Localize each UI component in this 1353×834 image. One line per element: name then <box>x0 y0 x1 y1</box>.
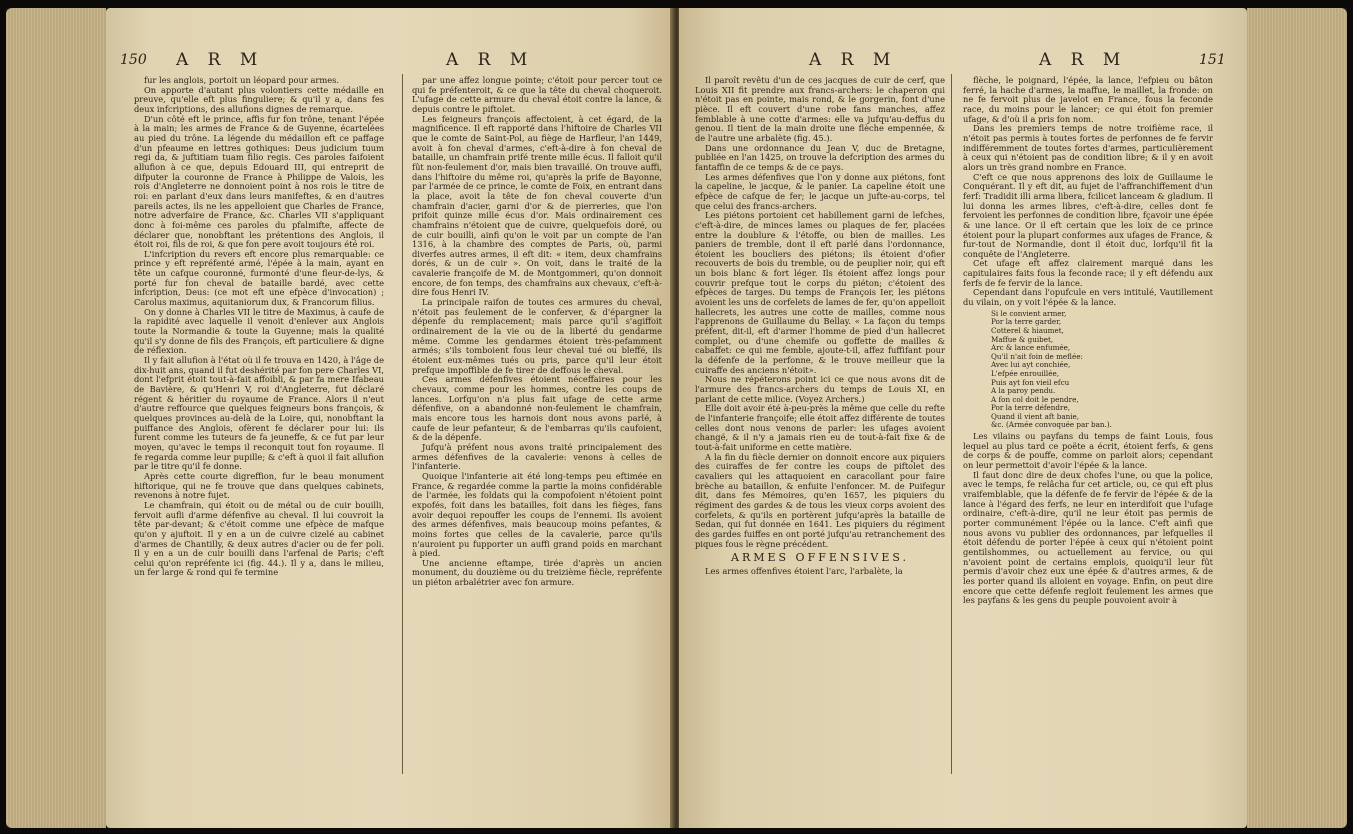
paragraph: Cet ufage eft affez clairement marqué dans les capitulaires faits fous la feconde race; il y eft défendu aux ferfs de fe fervir de la lance. <box>963 258 1213 288</box>
paragraph: Après cette courte digreffion, fur le beau monument hiftorique, qui ne fe trouve que dans quelques cabinets, revenons à notre fujet. <box>134 470 384 501</box>
running-head-right-b: A R M <box>1039 50 1128 70</box>
paragraph: Les armes défenfives que l'on y donne aux piétons, font la capeline, le jacque, & le panier. La capeline étoit une efpèce de cafque de fer; le jacque un jufte-au-corps, tel que celui des francs-archers. <box>695 171 945 211</box>
paragraph: Ces armes défenfives étoient néceffaires pour les chevaux, comme pour les hommes, contre les coups de lances. Lorfqu'on n'a plus fait ufage de cette arme défenfive, on a abandonné non-feulement le chamfrain, mais encore tous les harnois dont nous avons parlé, à caufe de leur pefanteur, & de l'embarras qu'ils caufoient, & de la dépenfe. <box>412 374 662 443</box>
paragraph: Il y fait allufion à l'état où il fe trouva en 1420, à l'âge de dix-huit ans, quand il fut deshérité par fon pere Charles VI, dont l'efprit étoit tout-à-fait affoibli, & par fa mere Ifabeau de Bavière, & qu'Henri V, roi d'Angleterre, fut déclaré régent & héritier du royaume de France. Alors il n'eut d'autre reffource que quelques feigneurs bons françois, & quelques provinces au-delà de la Loire, qui, nonobftant la puiffance des Anglois, ofèrent fe déclarer pour lui: ils furent comme les tuteurs de fa jeuneffe, & ce fut par leur moyen, qu'avec le temps il reconquit tout fon royaume. Il fe regarda comme leur pupille; & c'eft à quoi il fait allufion par le titre qu'il fe donne. <box>134 355 384 472</box>
paragraph: Elle doit avoir été à-peu-près la même que celle du refte de l'infanterie françoife; elle étoit affez différente de toutes celles dont nous venons de parler: les ufages avoient changé, & il n'y a jamais rien eu de tout-à-fait fixe & de tout-à-fait uniforme en cette matière. <box>695 403 945 452</box>
paragraph: Nous ne répéterons point ici ce que nous avons dit de l'armure des francs-archers du temps de Louis XI, en parlant de cette milice. (Voyez Archers.) <box>695 374 945 404</box>
verse-block <box>991 310 1213 430</box>
running-head-left-b: A R M <box>446 50 535 70</box>
paragraph: Une ancienne eftampe, tirée d'après un ancien monument, du douzième ou du treizième fiècle, repréfente un piéton arbalétrier avec fon armure. <box>412 557 662 588</box>
paragraph: On apporte d'autant plus volontiers cette médaille en preuve, qu'elle eft plus finguliere; & qu'il y a, dans fes deux infcriptions, des allufions dignes de remarque. <box>134 84 384 114</box>
verse-line: Quand il vient aft banie, <box>991 411 1080 421</box>
paragraph: Il paroît revêtu d'un de ces jacques de cuir de cerf, que Louis XII fit prendre aux francs-archers: le chaperon qui n'étoit pas en pointe, mais rond, & le gorgerin, font d'une pièce. Il eft couvert d'une robe fans manches, affez femblable à une cotte d'armes: elle va jufqu'au-deffus du genou. Il tient de la main droite une flèche empennée, & de l'autre une arbalète (fig. 45.). <box>695 75 945 143</box>
left-column-2 <box>412 76 662 588</box>
paragraph: Les feigneurs françois affectoient, à cet égard, de la magnificence. Il eft rapporté dans l'hiftoire de Charles VII que le comte de Saint-Pol, au fiège de Harfleur, l'an 1449, avoit à fon cheval d'armes, c'eft-à-dire à fon cheval de bataille, un chamfrain prifé trente mille écus. Il falloit qu'il fût non-feulement d'or, mais bien travaillé. On trouve auffi, dans l'hiftoire du même roi, qu'après la prife de Bayonne, par l'armée de ce prince, le comte de Foix, en entrant dans la place, avoit la tête de fon cheval couverte d'un chamfrain d'acier, garni d'or & de pierreries, que l'on prifoit quinze mille écus d'or. Mais ordinairement ces chamfrains n'étoient que de cuivre, quelquefois doré, ou de cuir bouilli, ainfi qu'on le voit par un compte de l'an 1316, à la chambre des comptes de Paris, où, parmi diverfes autres armes, il eft dit: « item, deux chamfrains dorés, & un de cuir ». On voit, dans le traité de la cavalerie françoife de M. de Montgommeri, qu'on donnoit encore, de fon temps, des chamfrains aux chevaux, c'eft-à-dire fous Henri IV. <box>412 113 662 298</box>
verse-line: Qu'il n'ait foin de meflée: <box>991 351 1083 361</box>
right-column-1 <box>695 76 945 576</box>
book-spread <box>6 8 1347 828</box>
paragraph: Il faut donc dire de deux chofes l'une, ou que la police, avec le temps, fe relâcha fur cet article, ou, ce qui eft plus vraifemblable, que la défenfe de fe fervir de l'épée & de la lance à l'égard des ferfs, ne leur en interdifoit que l'ufage ordinaire, c'eft-à-dire, qu'il ne leur étoit pas permis de porter communément l'épée ou la lance. C'eft ainfi que nous avons vu publier des ordonnances, par lefquelles il étoit défendu de porter l'épée à ceux qui n'étoient point gentilshommes, ou actuellement au fervice, ou qui n'avoient point de certains emplois, quoiqu'il leur fût permis d'avoir chez eux une épée & d'autres armes, & de les porter quand ils alloient en voyage. Enfin, on peut dire encore que cette défenfe regloit feulement les armes que les payfans & les gens du peuple pouvoient avoir à <box>963 469 1213 606</box>
verse-line: Arc & lance enfumée, <box>991 343 1071 353</box>
verse-line: Maffue & guibet, <box>991 334 1054 344</box>
paragraph: A la fin du fiècle dernier on donnoit encore aux piquiers des cuiraffes de fer contre les coups de piftolet des cavaliers qui les attaquoient en caracollant pour faire brèche au bataillon, & enfuite l'enfoncer. M. de Puifegur dit, dans fes Mémoires, qu'en 1657, les piquiers du régiment des gardes & de tous les vieux corps avoient des corfelets, & qu'ils en portèrent jufqu'après la bataille de Sedan, qui fut donnée en 1641. Les piquiers du régiment des gardes fuiffes en ont porté jufqu'au retranchement des piques fous le règne précédent. <box>695 451 945 549</box>
paragraph: On y donne à Charles VII le titre de Maximus, à caufe de la rapidité avec laquelle il venoit d'enlever aux Anglois toute la Normandie & toute la Guyenne; mais la qualité qu'il s'y donne de fils des François, eft particuliere & digne de réflexion. <box>134 306 384 356</box>
paragraph: Dans une ordonnance du Jean V, duc de Bretagne, publiée en l'an 1425, on trouve la defcription des armes du fantaffin de ce temps & de ce pays. <box>695 142 945 172</box>
right-column-2 <box>963 76 1213 606</box>
page-edges-left <box>6 8 106 828</box>
verse-line: Por la terre garder, <box>991 317 1062 327</box>
verse-line: &c. (Armée convoquée par ban.). <box>991 420 1112 430</box>
paragraph: Les vilains ou payfans du temps de faint Louis, fous lequel au plus tard ce poëte a écrit, étoient ferfs, & gens de corps & de pouffe, comme on parloit alors; cependant on leur permettoit d'avoir l'épée & la lance. <box>963 431 1213 471</box>
paragraph: C'eft ce que nous apprenons des loix de Guillaume le Conquérant. Il y eft dit, au fujet de l'affranchiffement d'un ferf: Tradidit illi arma libera, fcilicet lanceam & gladium. Il lui donna les armes libres, c'eft-à-dire, celles dont fe fervoient les perfonnes de condition libre, fçavoir une épée & une lance. Or il eft certain que les loix de ce prince étoient pour la plupart conformes aux ufages de France, & fur-tout de Normandie, dont il étoit duc, lorfqu'il fit la conquête de l'Angleterre. <box>963 171 1213 259</box>
right-page <box>679 8 1247 828</box>
paragraph: par une affez longue pointe; c'étoit pour percer tout ce qui fe préfenteroit, & ce que la tête du cheval choqueroit. L'ufage de cette armure du cheval étoit contre la lance, & depuis contre le piftolet. <box>412 75 662 114</box>
section-heading: ARMES OFFENSIVES. <box>731 551 909 565</box>
paragraph: Cependant dans l'opufcule en vers intitulé, Vautillement du vilain, on y voit l'épée & la lance. <box>963 287 1213 308</box>
verse-line: Por la terre défendre, <box>991 403 1070 413</box>
running-head-right-a: A R M <box>809 50 898 70</box>
verse-line: Cotterel & hiaumet, <box>991 325 1064 335</box>
running-head-left-a: A R M <box>176 50 265 70</box>
paragraph: La principale raifon de toutes ces armures du cheval, n'étoit pas feulement de le conferver, & d'épargner la dépenfe du remplacement; mais parce qu'il s'agiffoit ordinairement de la vie ou de la liberté du gendarme même. Comme les gendarmes étoient très-pefamment armés; s'ils tomboient fous leur cheval tué ou bleffé, ils étoient eux-mêmes tués ou pris, parce qu'il leur étoit prefque impoffible de fe tirer de deffous le cheval. <box>412 297 662 375</box>
verse-line: L'efpée enrouillée, <box>991 368 1060 378</box>
page-number-right: 151 <box>1199 52 1226 68</box>
verse-line: Avec lui ayt conchiée, <box>991 360 1071 370</box>
paragraph: Les piétons portoient cet habillement garni de lefches, c'eft-à-dire, de minces lames ou plaques de fer, placées entre la doublure & l'étoffe, ou bien de mailles. Les paniers de tremble, dont il eft parlé dans l'ordonnance, étoient les boucliers des piétons; ils étoient d'ofier recouverts de bois du tremble, ou de peuplier noir, qui eft un bois blanc & fort léger. Ils étoient affez longs pour couvrir prefque tout le corps du piéton; c'étoient des efpèces de targes. Du temps de François Ier, les piétons avoient les uns de corfelets de lames de fer, qu'on appelloit hallecrets, les autres une cotte de mailles, comme nous l'apprenons de Guillaume du Bellay. « La façon du temps préfent, dit-il, eft d'armer l'homme de pied d'un hallecret complet, ou d'une chemife ou goffette de mailles & cabaffet: ce qui me femble, ajoute-t-il, affez fuffifant pour la défenfe de la perfonne, & le trouve meilleur que la cuiraffe des anciens n'étoit». <box>695 210 945 375</box>
verse-line: Si le convient armer, <box>991 308 1067 318</box>
paragraph: Quoique l'infanterie ait été long-temps peu eftimée en France, & regardée comme la partie la moins confidérable de l'armée, les foldats qui la compofoient n'étoient point expofés, foit dans les batailles, foit dans les fièges, fans avoir dequoi repouffer les coups de l'ennemi. Ils avoient des armes défenfives, mais beaucoup moins pefantes, & moins fortes que celles de la cavalerie, parce qu'ils n'auroient pu fupporter un auffi grand poids en marchant à pied. <box>412 470 662 559</box>
verse-line: A fon col doit le pendre, <box>991 394 1079 404</box>
left-page <box>106 8 674 828</box>
column-rule-right <box>951 74 952 774</box>
paragraph: L'infcription du revers eft encore plus remarquable: ce prince y eft repréfenté armé, l'épée à la main, ayant en tête un cafque couronné, furmonté d'une fleur-de-lys, & porté fur fon cheval de bataille bardé, avec cette infcription, Deus: (ce mot eft une efpèce d'invocation) ; Carolus maximus, aquitaniorum dux, & Francorum filius. <box>134 248 384 308</box>
paragraph: D'un côté eft le prince, affis fur fon trône, tenant l'épée à la main; les armes de France & de Guyenne, écartelées au pied du trône. La légende du médaillon eft ce paffage d'un pfeaume en lettres gothiques: Deus judicium tuum regi da, & juftitiam tuam filio regis. Ces paroles faifoient allufion à ce que, depuis Edouard III, qui entreprit de difputer la couronne de France à Philippe de Valois, les rois d'Angleterre ne donnoient point à nos rois le titre de roi: en parlant d'eux dans leurs manifeftes, & en d'autres pareils actes, ils ne les appelloient que Charles de France, notre adverfaire de France, &c. Charles VII s'appliquant donc à foi-même ces paroles du pfalmifte, affecte de déclarer que, nonobftant les prétentions des Anglois, il étoit roi, fils de roi, & que fon pere avoit toujours été roi. <box>134 113 384 250</box>
paragraph: fur les anglois, portoit un léopard pour armes. <box>144 75 340 85</box>
page-number-left: 150 <box>120 52 147 68</box>
paragraph: Jufqu'à préfent nous avons traité principalement des armes défenfives de la cavalerie: venons à celles de l'infanterie. <box>412 441 662 472</box>
paragraph: Dans les premiers temps de notre troifième race, il n'étoit pas permis à toutes fortes de perfonnes de fe fervir indifféremment de toutes fortes d'armes, particulièrement à ceux qui n'étoient pas de condition libre; & il y en avoit alors un très grand nombre en France. <box>963 123 1213 172</box>
paragraph: Le chamfrain, qui étoit ou de métal ou de cuir bouilli, fervoit aufli d'arme défenfive au cheval. Il lui couvroit la tête par-devant; & c'étoit comme une efpèce de mafque qu'on y ajuftoit. Il y en a un de cuivre cizelé au cabinet d'armes de Chantilly, & deux autres d'acier ou de fer poli. Il y en a un de cuir bouilli dans l'arfenal de Paris; c'eft celui qu'on repréfente ici (fig. 44.). Il y a, dans le milieu, un fer large & rond qui fe termine <box>134 499 384 578</box>
paragraph: flèche, le poignard, l'épée, la lance, l'efpieu ou bâton ferré, la hache d'armes, la maffue, le maillet, la fronde: on ne fe fervoit plus de javelot en France, fous la feconde race, du moins pour le lancer; ce qui étoit fon premier ufage, & d'où il a pris fon nom. <box>963 75 1213 124</box>
verse-line: Puis ayt fon vieil efcu <box>991 377 1070 387</box>
paragraph: Les armes offenfives étoient l'arc, l'arbalète, la <box>705 565 903 576</box>
page-edges-right <box>1247 8 1347 828</box>
left-column-1 <box>134 76 384 578</box>
verse-line: A la paroy pendu. <box>991 386 1056 396</box>
column-rule-left <box>402 74 403 774</box>
